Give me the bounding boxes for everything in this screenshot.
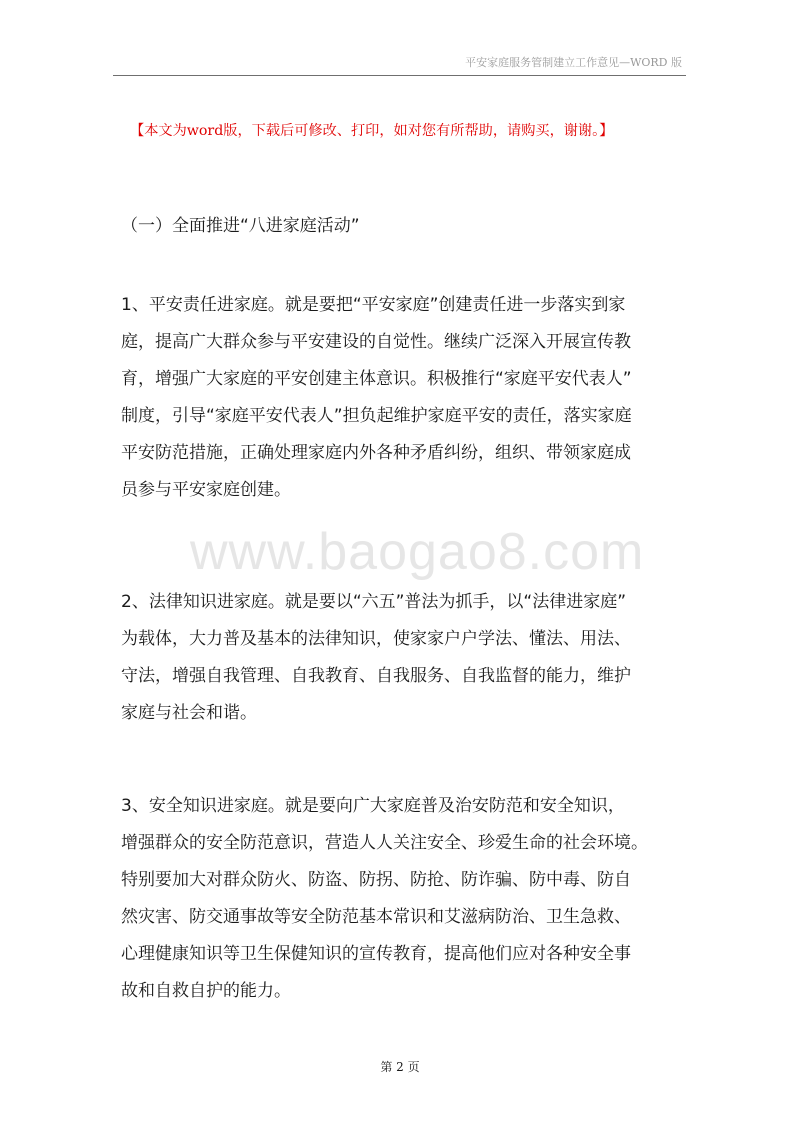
paragraph-line: 特别要加大对群众防火、防盗、防拐、防抢、防诈骗、防中毒、防自 <box>121 870 631 890</box>
paragraph-line: 增强群众的安全防范意识，营造人人关注安全、珍爱生命的社会环境。 <box>121 833 648 853</box>
paragraph-line: 育，增强广大家庭的平安创建主体意识。积极推行“家庭平安代表人” <box>121 369 632 389</box>
purchase-notice: 【本文为word版，下载后可修改、打印，如对您有所帮助，请购买，谢谢。】 <box>130 123 614 139</box>
paragraph-line: 心理健康知识等卫生保健知识的宣传教育，提高他们应对各种安全事 <box>121 944 631 964</box>
paragraph-line: 家庭与社会和谐。 <box>121 703 257 723</box>
paragraph-line: 1、平安责任进家庭。就是要把“平安家庭”创建责任进一步落实到家 <box>121 295 626 315</box>
paragraph-line: 平安防范措施，正确处理家庭内外各种矛盾纠纷，组织、带领家庭成 <box>121 443 631 463</box>
paragraph-line: 2、法律知识进家庭。就是要以“六五”普法为抓手，以“法律进家庭” <box>121 592 627 612</box>
paragraph-line: 故和自救自护的能力。 <box>121 981 291 1001</box>
paragraph-line: 制度，引导“家庭平安代表人”担负起维护家庭平安的责任，落实家庭 <box>121 406 632 426</box>
paragraph-line: 守法，增强自我管理、自我教育、自我服务、自我监督的能力，维护 <box>121 666 631 686</box>
paragraph-3 <box>121 788 648 1010</box>
paragraph-line: 为载体，大力普及基本的法律知识，使家家户户学法、懂法、用法、 <box>121 629 631 649</box>
paragraph-2 <box>121 584 631 732</box>
section-heading: （一）全面推进“八进家庭活动” <box>121 216 360 236</box>
paragraph-line: 3、安全知识进家庭。就是要向广大家庭普及治安防范和安全知识， <box>121 796 625 816</box>
page-number: 第 2 页 <box>380 1060 420 1074</box>
watermark: www.baogao8.com <box>190 523 645 581</box>
header-title: 平安家庭服务管制建立工作意见—WORD 版 <box>465 56 682 69</box>
paragraph-line: 然灾害、防交通事故等安全防范基本常识和艾滋病防治、卫生急救、 <box>121 907 631 927</box>
paragraph-line: 员参与平安家庭创建。 <box>121 480 291 500</box>
header-divider <box>113 75 686 76</box>
paragraph-1 <box>121 287 632 509</box>
paragraph-line: 庭，提高广大群众参与平安建设的自觉性。继续广泛深入开展宣传教 <box>121 332 631 352</box>
